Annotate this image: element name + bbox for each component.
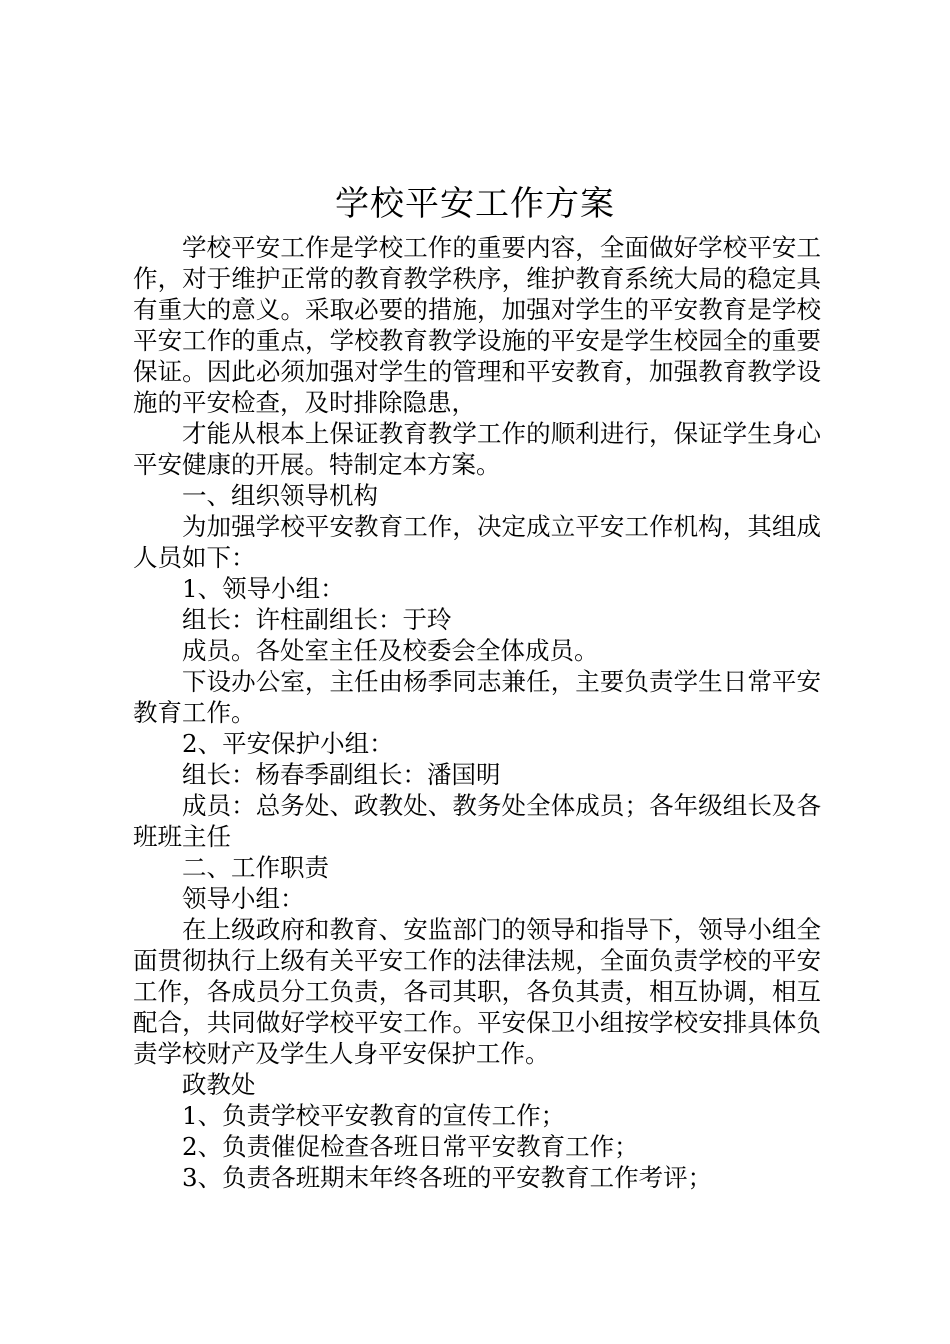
list-item-duty-2: 2、负责催促检查各班日常平安教育工作；	[182, 1132, 639, 1161]
section-heading-duties: 二、工作职责	[182, 853, 329, 882]
leadership-leaders: 组长：许柱副组长：于玲	[182, 605, 452, 634]
section-heading-organization: 一、组织领导机构	[182, 481, 378, 510]
office-description: 下设办公室，主任由杨季同志兼任，主要负责学生日常平安教育工作。	[133, 667, 821, 727]
paragraph-leadership-duties: 在上级政府和教育、安监部门的领导和指导下，领导小组全面贯彻执行上级有关平安工作的法律法规，全面负责学校的平安工作，各成员分工负责，各司其职，各负其责，相互协调，相互配合，共同做好学校平安工作。平安保卫小组按学校安排具体负责学校财产及学生人身平安保护工作。	[133, 915, 821, 1068]
document-title: 学校平安工作方案	[335, 184, 615, 224]
subheading-protection-group: 2、平安保护小组：	[182, 729, 394, 758]
paragraph-intro: 学校平安工作是学校工作的重要内容，全面做好学校平安工作，对于维护正常的教育教学秩序，维护教育系统大局的稳定具有重大的意义。采取必要的措施，加强对学生的平安教育是学校平安工作的重点，学校教育教学设施的平安是学生校园全的重要保证。因此必须加强对学生的管理和平安教育，加强教育教学设施的平安检查，及时排除隐患，	[133, 233, 821, 417]
paragraph-intro-continued: 才能从根本上保证教育教学工作的顺利进行，保证学生身心平安健康的开展。特制定本方案。	[133, 419, 821, 479]
document-body	[133, 232, 821, 1193]
protection-leaders: 组长：杨春季副组长：潘国明	[182, 760, 501, 789]
subheading-political-office: 政教处	[182, 1070, 256, 1099]
subheading-leadership-group: 1、领导小组：	[182, 574, 345, 603]
paragraph-organization: 为加强学校平安教育工作，决定成立平安工作机构，其组成人员如下：	[133, 512, 821, 572]
subheading-leadership-duties: 领导小组：	[182, 884, 305, 913]
list-item-duty-1: 1、负责学校平安教育的宣传工作；	[182, 1101, 566, 1130]
list-item-duty-3: 3、负责各班期末年终各班的平安教育工作考评；	[182, 1163, 713, 1192]
protection-members: 成员：总务处、政教处、教务处全体成员；各年级组长及各班班主任	[133, 791, 821, 851]
leadership-members: 成员。各处室主任及校委会全体成员。	[182, 636, 599, 665]
